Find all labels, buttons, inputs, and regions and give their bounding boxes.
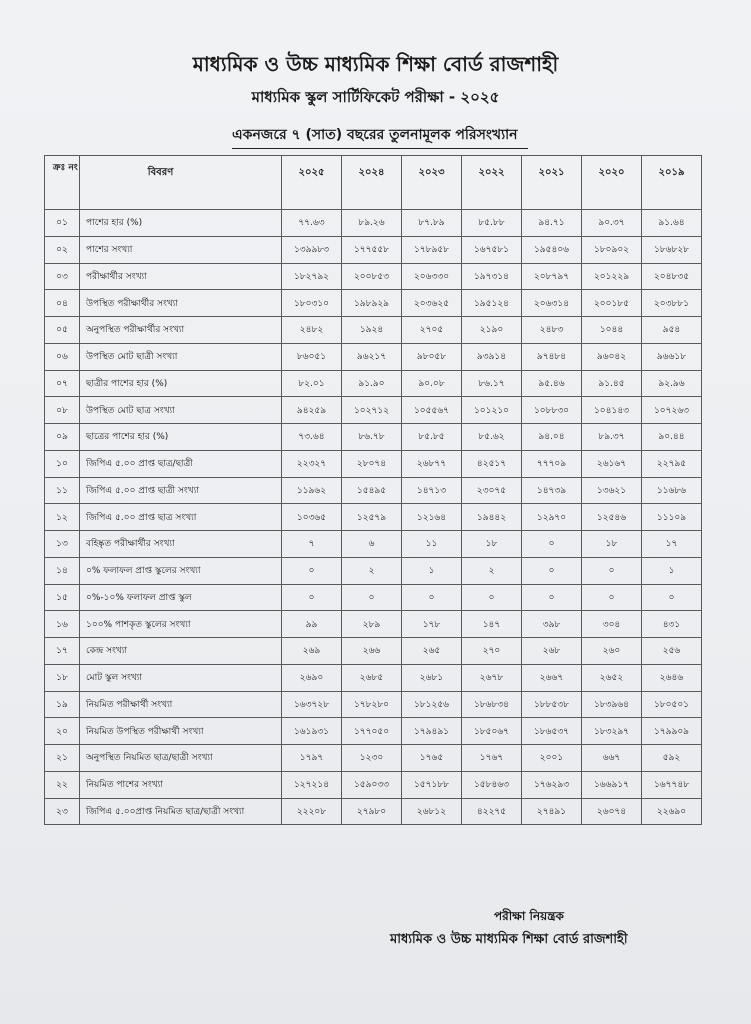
row-value: ০ bbox=[522, 584, 582, 611]
row-value: ১৮৩২৯৭ bbox=[582, 718, 642, 745]
row-serial: ১৫ bbox=[45, 584, 80, 611]
row-value: ৮২.০১ bbox=[282, 370, 342, 397]
table-row bbox=[45, 317, 702, 344]
row-value: ২৬৮৭৭ bbox=[402, 450, 462, 477]
table-row bbox=[45, 691, 702, 718]
row-value: ১৮৩৯৬৪ bbox=[582, 691, 642, 718]
row-value: ২১৯০ bbox=[462, 317, 522, 344]
row-value: ৯৮০৫৮ bbox=[402, 343, 462, 370]
row-value: ২৭৪৯১ bbox=[522, 798, 582, 825]
row-value: ২ bbox=[462, 557, 522, 584]
row-value: ১৭৮ bbox=[402, 611, 462, 638]
row-value: ১১৯৬২ bbox=[282, 477, 342, 504]
row-value: ০ bbox=[462, 584, 522, 611]
row-value: ১ bbox=[642, 557, 702, 584]
row-value: ১২৫৭৯ bbox=[342, 504, 402, 531]
row-value: ১৬৩৭২৮ bbox=[282, 691, 342, 718]
row-value: ২৭৯৮০ bbox=[342, 798, 402, 825]
row-value: ৬ bbox=[342, 531, 402, 558]
row-value: ২০৮৭৯৭ bbox=[522, 263, 582, 290]
row-value: ৪২২৭৫ bbox=[462, 798, 522, 825]
row-value: ৮৬.৭৮ bbox=[342, 424, 402, 451]
row-value: ৯২.৯৬ bbox=[642, 370, 702, 397]
row-value: ১৯২৪ bbox=[342, 317, 402, 344]
row-value: ১১১০৯ bbox=[642, 504, 702, 531]
row-value: ৯৭৪৮৪ bbox=[522, 343, 582, 370]
row-description: অনুপস্থিত পরীক্ষার্থীর সংখ্যা bbox=[80, 317, 282, 344]
row-value: ২৭০ bbox=[462, 638, 522, 665]
row-value: ৯০.০৮ bbox=[402, 370, 462, 397]
row-value: ২৬৮১ bbox=[402, 664, 462, 691]
row-value: ১৫৮৪৬৩ bbox=[462, 771, 522, 798]
table-row bbox=[45, 798, 702, 825]
row-value: ১২৫৪৬ bbox=[582, 504, 642, 531]
row-value: ২৬৬ bbox=[342, 638, 402, 665]
row-value: ১৮০৩১০ bbox=[282, 290, 342, 317]
row-value: ১৭ bbox=[642, 531, 702, 558]
row-value: ৯৯ bbox=[282, 611, 342, 638]
row-serial: ০৬ bbox=[45, 343, 80, 370]
row-description: ১০০% পাশকৃত স্কুলের সংখ্যা bbox=[80, 611, 282, 638]
table-row bbox=[45, 745, 702, 772]
row-value: ৯৩৯১৪ bbox=[462, 343, 522, 370]
header-year-2023: ২০২৩ bbox=[402, 156, 462, 210]
table-body bbox=[45, 210, 702, 825]
row-value: ০ bbox=[282, 557, 342, 584]
row-value: ০ bbox=[522, 557, 582, 584]
statistics-table bbox=[44, 155, 702, 825]
row-description: ছাত্রের পাশের হার (%) bbox=[80, 424, 282, 451]
row-value: ১৬১৯৩১ bbox=[282, 718, 342, 745]
row-value: ১৮৬৮৩৪ bbox=[462, 691, 522, 718]
row-value: ৯৬২১৭ bbox=[342, 343, 402, 370]
row-value: ১১৬৮৬ bbox=[642, 477, 702, 504]
row-serial: ২৩ bbox=[45, 798, 80, 825]
row-serial: ১৮ bbox=[45, 664, 80, 691]
row-value: ২০০১৮৫ bbox=[582, 290, 642, 317]
row-value: ২৬৫ bbox=[402, 638, 462, 665]
row-value: ০ bbox=[582, 584, 642, 611]
row-value: ১৮ bbox=[462, 531, 522, 558]
table-row bbox=[45, 771, 702, 798]
row-serial: ০৪ bbox=[45, 290, 80, 317]
row-value: ৬৬৭ bbox=[582, 745, 642, 772]
row-value: ১৪৭৩৯ bbox=[522, 477, 582, 504]
row-value: ৭৭.৬৩ bbox=[282, 210, 342, 237]
row-description: উপস্থিত মোট ছাত্রী সংখ্যা bbox=[80, 343, 282, 370]
row-value: ১৮২৭৯২ bbox=[282, 263, 342, 290]
row-value: ২৭০৫ bbox=[402, 317, 462, 344]
row-value: ১০৪৪ bbox=[582, 317, 642, 344]
row-value: ১২১৬৪ bbox=[402, 504, 462, 531]
row-description: অনুপস্থিত নিয়মিত ছাত্র/ছাত্রী সংখ্যা bbox=[80, 745, 282, 772]
table-row bbox=[45, 718, 702, 745]
row-value: ১০৮৮৩০ bbox=[522, 397, 582, 424]
row-value: ৯৫৪ bbox=[642, 317, 702, 344]
row-serial: ১১ bbox=[45, 477, 80, 504]
row-serial: ০২ bbox=[45, 236, 80, 263]
row-value: ৮৫.৮৫ bbox=[402, 424, 462, 451]
row-serial: ২১ bbox=[45, 745, 80, 772]
row-description: পরীক্ষার্থীর সংখ্যা bbox=[80, 263, 282, 290]
row-description: নিয়মিত পাশের সংখ্যা bbox=[80, 771, 282, 798]
row-value: ২০৩৬২৫ bbox=[402, 290, 462, 317]
row-value: ১৫৯০৩৩ bbox=[342, 771, 402, 798]
row-value: ৭ bbox=[282, 531, 342, 558]
row-value: ০ bbox=[342, 584, 402, 611]
row-value: ১৭৮২৮০ bbox=[342, 691, 402, 718]
table-row bbox=[45, 504, 702, 531]
header-year-2020: ২০২০ bbox=[582, 156, 642, 210]
row-serial: ১৬ bbox=[45, 611, 80, 638]
row-description: জিপিএ ৫.০০ প্রাপ্ত ছাত্র/ছাত্রী bbox=[80, 450, 282, 477]
row-value: ০ bbox=[402, 584, 462, 611]
row-description: পাশের সংখ্যা bbox=[80, 236, 282, 263]
row-value: ৫৯২ bbox=[642, 745, 702, 772]
table-row bbox=[45, 638, 702, 665]
row-value: ২২৩২৭ bbox=[282, 450, 342, 477]
row-serial: ২০ bbox=[45, 718, 80, 745]
row-value: ১৭৭৫৫৮ bbox=[342, 236, 402, 263]
row-value: ৯১.৪৫ bbox=[582, 370, 642, 397]
signatory-title: পরীক্ষা নিয়ন্ত্রক bbox=[494, 909, 564, 923]
row-value: ২৪৮৩ bbox=[522, 317, 582, 344]
row-value: ৯৫.৪৬ bbox=[522, 370, 582, 397]
table-row bbox=[45, 611, 702, 638]
row-description: উপস্থিত পরীক্ষার্থীর সংখ্যা bbox=[80, 290, 282, 317]
row-value: ১০৩৬৫ bbox=[282, 504, 342, 531]
row-value: ২০৪৮৩৫ bbox=[642, 263, 702, 290]
row-value: ২০৬৩১৪ bbox=[522, 290, 582, 317]
row-value: ১৭৬২৯৩ bbox=[522, 771, 582, 798]
row-serial: ০৩ bbox=[45, 263, 80, 290]
row-value: ২৮০৭৪ bbox=[342, 450, 402, 477]
row-value: ৮৫.৮৮ bbox=[462, 210, 522, 237]
row-value: ৮৭.৮৯ bbox=[402, 210, 462, 237]
header-description: বিবরণ bbox=[80, 156, 282, 210]
table-row bbox=[45, 210, 702, 237]
row-value: ০ bbox=[582, 557, 642, 584]
row-value: ২০১২২৯ bbox=[582, 263, 642, 290]
row-value: ১৮০৯০২ bbox=[582, 236, 642, 263]
row-value: ১৫৪৯৫ bbox=[342, 477, 402, 504]
table-row bbox=[45, 664, 702, 691]
row-serial: ১৭ bbox=[45, 638, 80, 665]
row-value: ২৬৮ bbox=[522, 638, 582, 665]
row-description: জিপিএ ৫.০০ প্রাপ্ত ছাত্র সংখ্যা bbox=[80, 504, 282, 531]
row-description: নিয়মিত উপস্থিত পরীক্ষার্থী সংখ্যা bbox=[80, 718, 282, 745]
row-value: ৩৯৮ bbox=[522, 611, 582, 638]
row-value: ৯৬৬১৮ bbox=[642, 343, 702, 370]
table-row bbox=[45, 450, 702, 477]
row-value: ৭৩.৬৪ bbox=[282, 424, 342, 451]
header-year-2025: ২০২৫ bbox=[282, 156, 342, 210]
row-description: ০%-১০% ফলাফল প্রাপ্ত স্কুল bbox=[80, 584, 282, 611]
row-value: ৮৬.১৭ bbox=[462, 370, 522, 397]
row-value: ২৬৯ bbox=[282, 638, 342, 665]
header-serial: ক্রঃ নং bbox=[45, 156, 80, 210]
row-value: ১৭৯৭ bbox=[282, 745, 342, 772]
row-value: ১৭৬৫ bbox=[402, 745, 462, 772]
row-value: ১৬৬৯১৭ bbox=[582, 771, 642, 798]
row-value: ১ bbox=[402, 557, 462, 584]
row-serial: ১৯ bbox=[45, 691, 80, 718]
row-value: ১৫৭১৮৮ bbox=[402, 771, 462, 798]
row-value: ৮৬০৫১ bbox=[282, 343, 342, 370]
row-value: ০ bbox=[642, 584, 702, 611]
row-value: ০ bbox=[282, 584, 342, 611]
table-row bbox=[45, 531, 702, 558]
table-row bbox=[45, 557, 702, 584]
header-year-2021: ২০২১ bbox=[522, 156, 582, 210]
row-value: ০ bbox=[522, 531, 582, 558]
row-serial: ২২ bbox=[45, 771, 80, 798]
exam-subtitle: মাধ্যমিক স্কুল সার্টিফিকেট পরীক্ষা - ২০২৫ bbox=[251, 88, 500, 106]
row-description: জিপিএ ৫.০০প্রাপ্ত নিয়মিত ছাত্র/ছাত্রী সংখ্যা bbox=[80, 798, 282, 825]
row-value: ১০২৭১২ bbox=[342, 397, 402, 424]
table-header-row bbox=[45, 156, 702, 210]
row-value: ১৭৯৯০৯ bbox=[642, 718, 702, 745]
row-value: ২৮৯ bbox=[342, 611, 402, 638]
row-value: ১২৯৭০ bbox=[522, 504, 582, 531]
row-value: ২৬০৭৪ bbox=[582, 798, 642, 825]
row-value: ১৮৫০৬৭ bbox=[462, 718, 522, 745]
row-value: ২৬৯০ bbox=[282, 664, 342, 691]
row-value: ১৭৮৯৫৮ bbox=[402, 236, 462, 263]
row-value: ৭৭৭০৯ bbox=[522, 450, 582, 477]
row-value: ১৭৬৭ bbox=[462, 745, 522, 772]
row-value: ১২৭২১৪ bbox=[282, 771, 342, 798]
row-value: ৯৪২৫৯ bbox=[282, 397, 342, 424]
table-row bbox=[45, 477, 702, 504]
row-serial: ০৭ bbox=[45, 370, 80, 397]
row-value: ১৪৭ bbox=[462, 611, 522, 638]
table-row bbox=[45, 584, 702, 611]
row-value: ৯১.৬৪ bbox=[642, 210, 702, 237]
row-value: ১৭৯৪৯১ bbox=[402, 718, 462, 745]
row-description: বহিষ্কৃত পরীক্ষার্থীর সংখ্যা bbox=[80, 531, 282, 558]
row-value: ৮৯.২৬ bbox=[342, 210, 402, 237]
row-serial: ১৪ bbox=[45, 557, 80, 584]
signatory-organization: মাধ্যমিক ও উচ্চ মাধ্যমিক শিক্ষা বোর্ড রাজশাহী bbox=[390, 932, 628, 947]
row-value: ১৯৫১২৪ bbox=[462, 290, 522, 317]
table-row bbox=[45, 236, 702, 263]
row-value: ১২৩০ bbox=[342, 745, 402, 772]
row-serial: ০৫ bbox=[45, 317, 80, 344]
row-value: ১০৭২৬৩ bbox=[642, 397, 702, 424]
row-value: ২২২০৮ bbox=[282, 798, 342, 825]
row-value: ৮৫.৬২ bbox=[462, 424, 522, 451]
row-value: ১৯৪৪২ bbox=[462, 504, 522, 531]
row-value: ১০১২১০ bbox=[462, 397, 522, 424]
row-description: কেন্দ্র সংখ্যা bbox=[80, 638, 282, 665]
row-value: ২২৭৯৫ bbox=[642, 450, 702, 477]
board-title: মাধ্যমিক ও উচ্চ মাধ্যমিক শিক্ষা বোর্ড রাজশাহী bbox=[192, 52, 559, 76]
row-value: ৯৪.৭১ bbox=[522, 210, 582, 237]
row-serial: ০৯ bbox=[45, 424, 80, 451]
row-value: ১৯৭৩১৪ bbox=[462, 263, 522, 290]
row-value: ৯০.৪৪ bbox=[642, 424, 702, 451]
row-value: ৯৪.০৪ bbox=[522, 424, 582, 451]
row-value: ৪৩১ bbox=[642, 611, 702, 638]
header-year-2022: ২০২২ bbox=[462, 156, 522, 210]
row-serial: ১০ bbox=[45, 450, 80, 477]
row-serial: ১২ bbox=[45, 504, 80, 531]
row-value: ২৬৫২ bbox=[582, 664, 642, 691]
table-row bbox=[45, 263, 702, 290]
table-row bbox=[45, 370, 702, 397]
row-value: ২০০৮৫৩ bbox=[342, 263, 402, 290]
row-value: ২৪৮২ bbox=[282, 317, 342, 344]
row-value: ২৬৪৬ bbox=[642, 664, 702, 691]
row-value: ২৩০৭৫ bbox=[462, 477, 522, 504]
row-description: জিপিএ ৫.০০ প্রাপ্ত ছাত্রী সংখ্যা bbox=[80, 477, 282, 504]
row-value: ২৬৮৫ bbox=[342, 664, 402, 691]
row-value: ২৬৬৭ bbox=[522, 664, 582, 691]
table-row bbox=[45, 343, 702, 370]
row-serial: ০৮ bbox=[45, 397, 80, 424]
row-value: ১৩৯৯৮৩ bbox=[282, 236, 342, 263]
table-row bbox=[45, 397, 702, 424]
row-value: ১৩৬২১ bbox=[582, 477, 642, 504]
row-description: মোট স্কুল সংখ্যা bbox=[80, 664, 282, 691]
row-value: ৮৯.৩৭ bbox=[582, 424, 642, 451]
row-value: ১৬৭৭৪৮ bbox=[642, 771, 702, 798]
row-value: ২৬১৬৭ bbox=[582, 450, 642, 477]
row-value: ১৪৭১৩ bbox=[402, 477, 462, 504]
row-value: ২০০১ bbox=[522, 745, 582, 772]
row-value: ২০৬৩৩০ bbox=[402, 263, 462, 290]
row-value: ১৮৬৫৩৭ bbox=[522, 718, 582, 745]
row-value: ২৫৬ bbox=[642, 638, 702, 665]
row-value: ১৮১২৫৬ bbox=[402, 691, 462, 718]
row-serial: ০১ bbox=[45, 210, 80, 237]
row-value: ১৮ bbox=[582, 531, 642, 558]
row-description: উপস্থিত মোট ছাত্র সংখ্যা bbox=[80, 397, 282, 424]
row-value: ১০৫৫৬৭ bbox=[402, 397, 462, 424]
row-value: ১৮৬৮২৮ bbox=[642, 236, 702, 263]
header-year-2024: ২০২৪ bbox=[342, 156, 402, 210]
row-description: ছাত্রীর পাশের হার (%) bbox=[80, 370, 282, 397]
section-title: একনজরে ৭ (সাত) বছরের তুলনামূলক পরিসংখ্যান bbox=[232, 123, 528, 149]
row-value: ১০৪১৪৩ bbox=[582, 397, 642, 424]
row-value: ২৬০ bbox=[582, 638, 642, 665]
row-value: ২০৩৮৮১ bbox=[642, 290, 702, 317]
table-row bbox=[45, 290, 702, 317]
row-description: ০% ফলাফল প্রাপ্ত স্কুলের সংখ্যা bbox=[80, 557, 282, 584]
row-value: ২২৬৯০ bbox=[642, 798, 702, 825]
row-description: নিয়মিত পরীক্ষার্থী সংখ্যা bbox=[80, 691, 282, 718]
row-value: ৯০.৩৭ bbox=[582, 210, 642, 237]
row-value: ৩০৪ bbox=[582, 611, 642, 638]
table-row bbox=[45, 424, 702, 451]
header-year-2019: ২০১৯ bbox=[642, 156, 702, 210]
row-value: ১৭৭০৫০ bbox=[342, 718, 402, 745]
row-value: ২ bbox=[342, 557, 402, 584]
row-description: পাশের হার (%) bbox=[80, 210, 282, 237]
row-value: ১১ bbox=[402, 531, 462, 558]
row-value: ৯১.৯০ bbox=[342, 370, 402, 397]
row-value: ১৯৮৯২৯ bbox=[342, 290, 402, 317]
row-value: ১৬৭৫৮১ bbox=[462, 236, 522, 263]
row-value: ৪২৫১৭ bbox=[462, 450, 522, 477]
row-value: ১৮০৫০১ bbox=[642, 691, 702, 718]
row-value: ১৯৫৪০৬ bbox=[522, 236, 582, 263]
row-value: ১৮৮৫৩৮ bbox=[522, 691, 582, 718]
row-value: ২৬৮১২ bbox=[402, 798, 462, 825]
row-serial: ১৩ bbox=[45, 531, 80, 558]
row-value: ২৬৭৮ bbox=[462, 664, 522, 691]
row-value: ৯৬০৪২ bbox=[582, 343, 642, 370]
